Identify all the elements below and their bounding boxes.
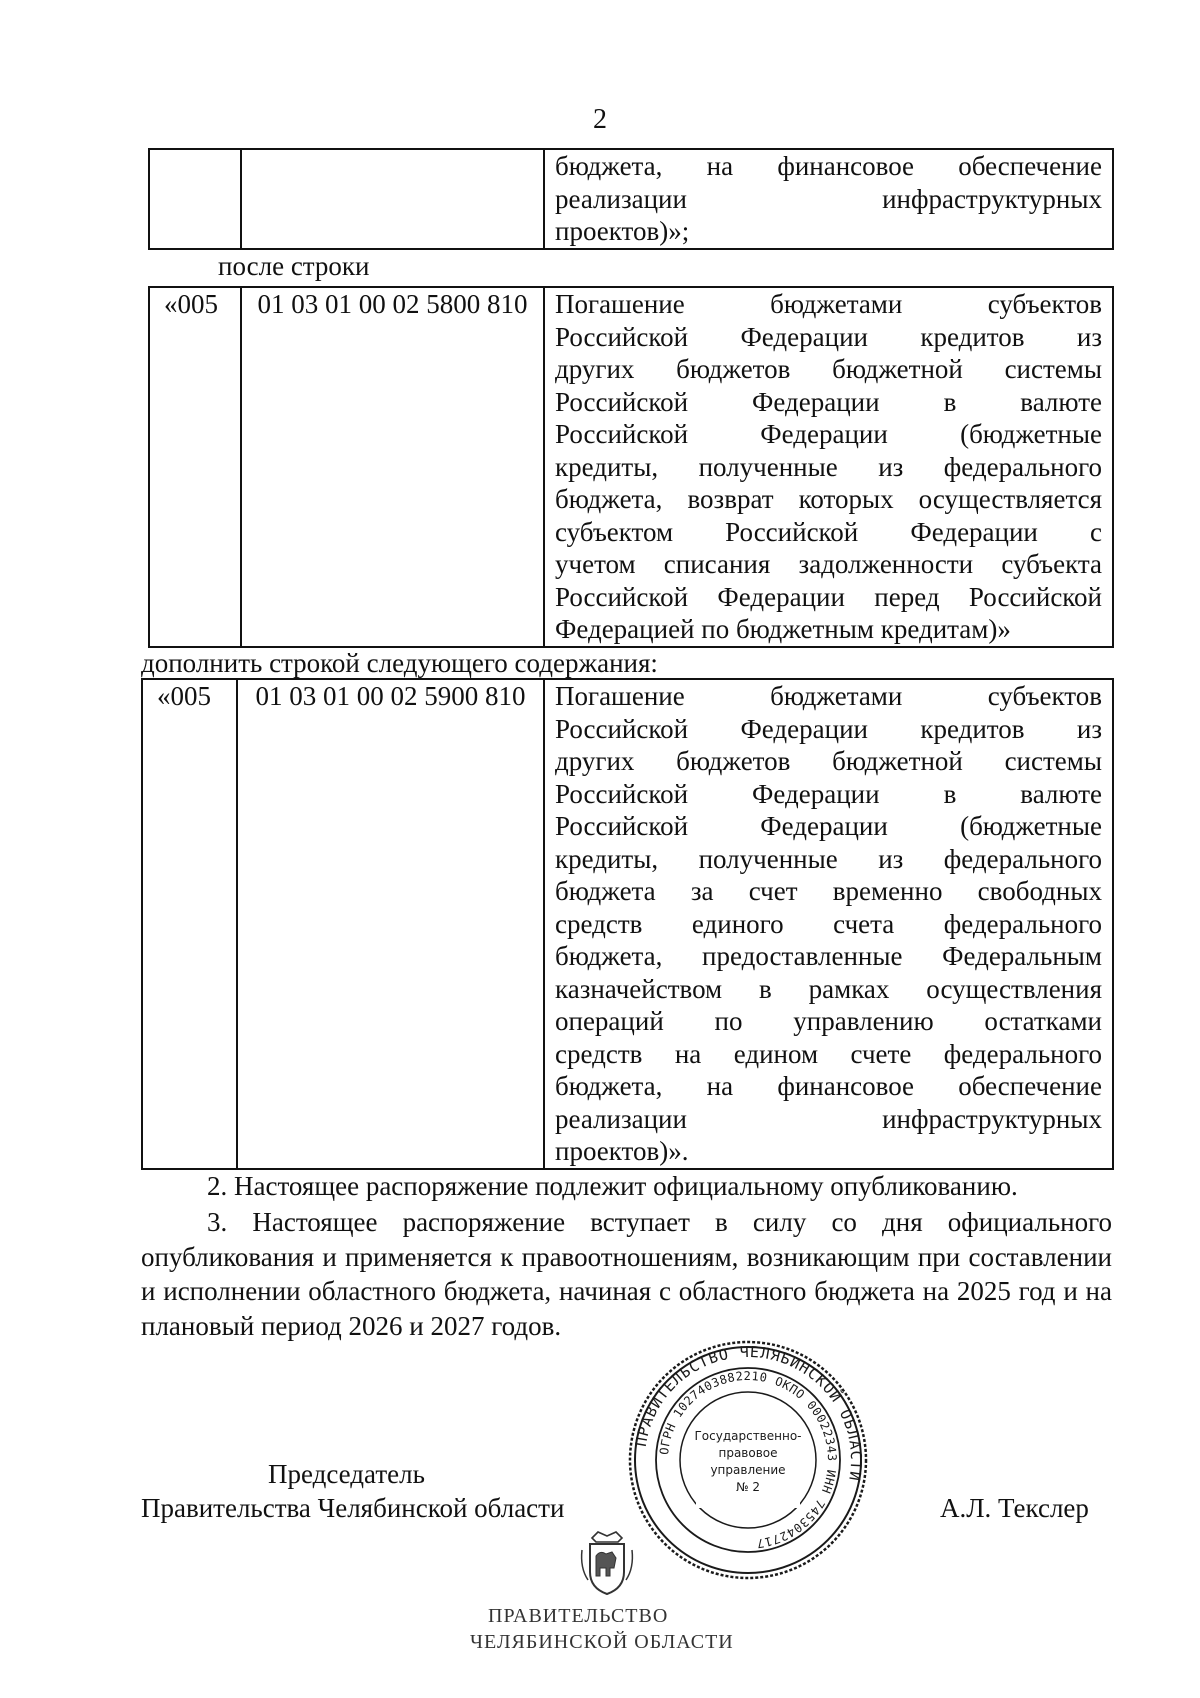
seal-inner-text: ОГРН 1027403882210 ОКПО 00022343 ИНН 7453042717 <box>657 1368 840 1551</box>
letterhead-line1: ПРАВИТЕЛЬСТВО <box>488 1605 669 1627</box>
description-line: операций по управлению остатками <box>555 1006 1102 1036</box>
description-line: казначейством в рамках осуществления <box>555 973 1102 1004</box>
description-line: реализации инфраструктурных <box>555 1103 1102 1134</box>
coat-of-arms-icon <box>578 1528 636 1598</box>
description-line: Погашение бюджетами субъектов <box>555 681 1102 711</box>
description-line: проектов)»; <box>555 216 690 246</box>
official-seal-stamp <box>628 1340 868 1580</box>
kbk-code-cell: 01 03 01 00 02 5900 810 <box>237 679 544 1169</box>
description-line: Российской Федерации кредитов из <box>555 713 1102 744</box>
description-line: других бюджетов бюджетной системы <box>555 746 1102 776</box>
kbk-code-cell: 01 03 01 00 02 5800 810 <box>241 287 544 647</box>
description-line: Погашение бюджетами субъектов <box>555 289 1102 319</box>
page-number: 2 <box>593 104 607 135</box>
description-line: Российской Федерации в валюте <box>555 386 1102 417</box>
description-line: средств единого счета федерального <box>555 908 1102 939</box>
description-line: бюджета за счет временно свободных <box>555 876 1102 906</box>
signatory-title-line2: Правительства Челябинской области <box>141 1493 565 1523</box>
seal-center-line: управление <box>710 1463 786 1477</box>
description-cell <box>544 287 1113 647</box>
description-line: Российской Федерации в валюте <box>555 778 1102 809</box>
description-line: бюджета, возврат которых осуществляется <box>555 484 1102 514</box>
kbk-cell-empty <box>241 149 544 249</box>
admin-code-cell: «005 <box>149 287 241 647</box>
description-line: других бюджетов бюджетной системы <box>555 354 1102 384</box>
item-2-paragraph: 2. Настоящее распоряжение подлежит официальному опубликованию. <box>207 1171 1018 1201</box>
description-line: кредиты, полученные из федерального <box>555 451 1102 482</box>
signatory-title-line1: Председатель <box>268 1459 425 1489</box>
signatory-name: А.Л. Текслер <box>940 1493 1089 1523</box>
description-line: субъектом Российской Федерации с <box>555 516 1102 547</box>
description-line: средств на едином счете федерального <box>555 1038 1102 1069</box>
table-continuation <box>148 148 1114 250</box>
add-row-text: дополнить строкой следующего содержания: <box>141 648 658 678</box>
description-line: учетом списания задолженности субъекта <box>555 549 1102 579</box>
description-line: реализации инфраструктурных <box>555 183 1102 214</box>
description-line: Федерацией по бюджетным кредитам)» <box>555 614 1011 644</box>
table-row-new <box>141 678 1114 1170</box>
seal-center-line: правовое <box>718 1446 778 1460</box>
description-cell <box>544 149 1113 249</box>
description-line: бюджета, на финансовое обеспечение <box>555 1071 1102 1101</box>
seal-outer-text: ПРАВИТЕЛЬСТВО ЧЕЛЯБИНСКОЙ ОБЛАСТИ <box>631 1342 866 1483</box>
description-line: бюджета, предоставленные Федеральным <box>555 941 1102 971</box>
description-cell <box>544 679 1113 1169</box>
description-line: Российской Федерации (бюджетные <box>555 419 1102 449</box>
description-line: проектов)». <box>555 1136 689 1166</box>
seal-center-line: Государственно- <box>694 1429 802 1443</box>
code-cell-empty <box>149 149 241 249</box>
seal-center-line: № 2 <box>736 1480 760 1494</box>
after-row-text: после строки <box>218 251 370 281</box>
item-3-paragraph: 3. Настоящее распоряжение вступает в силу со дня официального опубликования и применяется к правоотношениям, возникающим при составлении и исполнении областного бюджета, начиная с областного бюджета на 2025 год и на плановый период 2026 и 2027 годов. <box>141 1207 1112 1341</box>
letterhead-line2: ЧЕЛЯБИНСКОЙ ОБЛАСТИ <box>470 1631 734 1653</box>
description-line: Российской Федерации кредитов из <box>555 321 1102 352</box>
description-line: кредиты, полученные из федерального <box>555 843 1102 874</box>
description-line: бюджета, на финансовое обеспечение <box>555 151 1102 181</box>
table-row-existing <box>148 286 1114 648</box>
description-line: Российской Федерации (бюджетные <box>555 811 1102 841</box>
description-line: Российской Федерации перед Российской <box>555 581 1102 612</box>
admin-code-cell: «005 <box>142 679 237 1169</box>
